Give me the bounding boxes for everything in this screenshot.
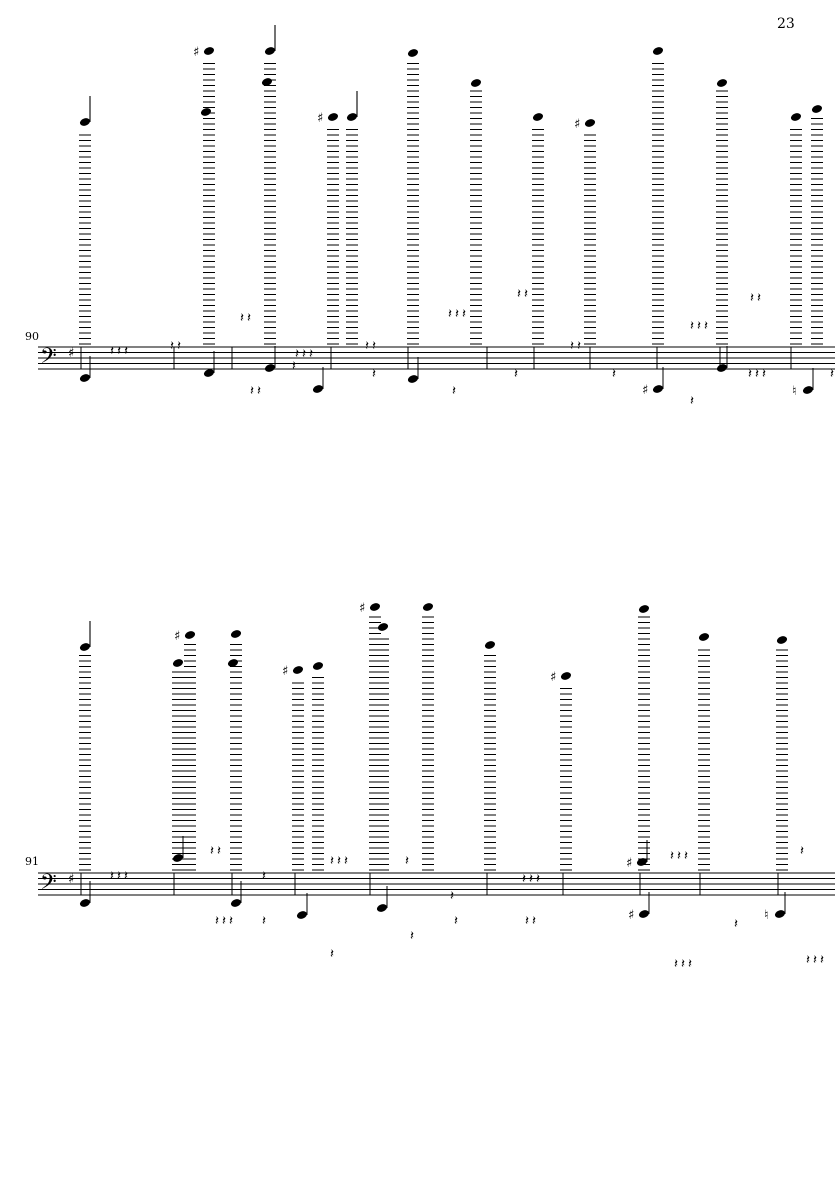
quarter-rest: 𝄽 [529, 872, 533, 887]
notehead [79, 117, 91, 127]
ledger-lines [264, 64, 276, 345]
rest-group [262, 869, 266, 884]
notehead [652, 384, 664, 394]
quarter-rest: 𝄽 [117, 869, 121, 884]
rest-group [110, 344, 128, 359]
quarter-rest: 𝄽 [734, 917, 738, 932]
note-column [193, 45, 215, 344]
notehead [79, 898, 91, 908]
page-number: 23 [777, 16, 795, 32]
notehead [79, 642, 91, 652]
quarter-rest: 𝄽 [262, 869, 266, 884]
ledger-lines [422, 617, 434, 870]
ledger-lines [407, 64, 419, 345]
note-column [346, 91, 358, 344]
quarter-rest: 𝄽 [450, 889, 454, 904]
sharp-icon: ♯ [642, 383, 649, 398]
notehead [79, 373, 91, 383]
bass-clef-icon: 𝄢 [40, 344, 57, 374]
ledger-lines [184, 645, 196, 871]
ledger-lines [811, 119, 823, 345]
staff-system-2 [38, 601, 835, 972]
quarter-rest: 𝄽 [755, 367, 759, 382]
notehead [327, 112, 339, 122]
quarter-rest: 𝄽 [365, 339, 369, 354]
note-column [550, 670, 572, 870]
note-column [79, 621, 91, 870]
notehead [184, 630, 196, 640]
notehead [292, 665, 304, 675]
notehead [407, 374, 419, 384]
quarter-rest: 𝄽 [330, 854, 334, 869]
notehead [584, 118, 596, 128]
note-column [317, 111, 339, 344]
ledger-lines [79, 656, 91, 871]
notehead [716, 78, 728, 88]
note-column [470, 78, 482, 344]
ledger-lines [484, 656, 496, 871]
note-column [652, 46, 664, 344]
note-column [172, 658, 184, 870]
notehead [377, 622, 389, 632]
note-column [574, 117, 596, 344]
notehead [652, 46, 664, 56]
ledger-lines [377, 639, 389, 870]
rest-group [522, 872, 540, 887]
quarter-rest: 𝄽 [750, 291, 754, 306]
notehead [203, 46, 215, 56]
note-column [312, 661, 324, 870]
notehead [230, 629, 242, 639]
staff [38, 347, 835, 369]
quarter-rest: 𝄽 [372, 339, 376, 354]
quarter-rest: 𝄽 [704, 319, 708, 334]
notehead [776, 635, 788, 645]
rest-group [750, 291, 761, 306]
rest-group [517, 287, 528, 302]
rest-group [262, 914, 266, 929]
rest-group [295, 347, 313, 362]
quarter-rest: 𝄽 [762, 367, 766, 382]
note-column [716, 78, 728, 344]
note-column [407, 48, 419, 344]
ledger-lines [698, 650, 710, 870]
rest-group [250, 384, 261, 399]
notehead [230, 898, 242, 908]
quarter-rest: 𝄽 [177, 339, 181, 354]
notehead [376, 903, 388, 913]
quarter-rest: 𝄽 [806, 953, 810, 968]
quarter-rest: 𝄽 [124, 344, 128, 359]
rest-group [612, 367, 616, 382]
quarter-rest: 𝄽 [330, 947, 334, 962]
sharp-icon: ♯ [574, 117, 581, 132]
rest-group [240, 311, 251, 326]
rest-group [454, 914, 458, 929]
quarter-rest: 𝄽 [250, 384, 254, 399]
ledger-lines [172, 672, 184, 870]
sharp-icon: ♯ [626, 856, 633, 871]
sharp-icon: ♯ [628, 908, 635, 923]
quarter-rest: 𝄽 [452, 384, 456, 399]
notehead [638, 604, 650, 614]
quarter-rest: 𝄽 [295, 347, 299, 362]
rest-group [292, 359, 296, 374]
note-column [282, 664, 304, 870]
rest-group [525, 914, 536, 929]
sharp-icon: ♯ [193, 45, 200, 60]
notehead [172, 658, 184, 668]
ledger-lines [532, 130, 544, 345]
notehead [346, 112, 358, 122]
notehead [422, 602, 434, 612]
quarter-rest: 𝄽 [257, 384, 261, 399]
notehead [407, 48, 419, 58]
key-signature-sharp: ♯ [68, 872, 75, 887]
key-signature-sharp: ♯ [68, 346, 75, 361]
quarter-rest: 𝄽 [688, 957, 692, 972]
quarter-rest: 𝄽 [830, 367, 834, 382]
quarter-rest: 𝄽 [210, 844, 214, 859]
quarter-rest: 𝄽 [372, 367, 376, 382]
rest-group [448, 307, 466, 322]
rest-group [690, 319, 708, 334]
ledger-lines [230, 645, 242, 871]
quarter-rest: 𝄽 [222, 914, 226, 929]
quarter-rest: 𝄽 [612, 367, 616, 382]
ledger-lines [312, 678, 324, 871]
notehead [312, 384, 324, 394]
quarter-rest: 𝄽 [757, 291, 761, 306]
notehead [264, 363, 276, 373]
measure-number-system-1: 90 [25, 330, 39, 343]
notehead [312, 661, 324, 671]
quarter-rest: 𝄽 [697, 319, 701, 334]
rest-group [806, 953, 824, 968]
quarter-rest: 𝄽 [405, 854, 409, 869]
rest-group [690, 394, 694, 409]
rest-group [674, 957, 692, 972]
ledger-lines [79, 135, 91, 344]
rest-group [734, 917, 738, 932]
quarter-rest: 𝄽 [240, 311, 244, 326]
notehead [484, 640, 496, 650]
quarter-rest: 𝄽 [292, 359, 296, 374]
bass-clef-icon: 𝄢 [40, 870, 57, 900]
notehead [774, 909, 786, 919]
quarter-rest: 𝄽 [690, 319, 694, 334]
rest-group [210, 844, 221, 859]
note-column [790, 112, 802, 344]
quarter-rest: 𝄽 [514, 367, 518, 382]
notehead [200, 107, 212, 117]
quarter-rest: 𝄽 [110, 869, 114, 884]
rest-group [330, 854, 348, 869]
quarter-rest: 𝄽 [522, 872, 526, 887]
quarter-rest: 𝄽 [455, 307, 459, 322]
quarter-rest: 𝄽 [525, 914, 529, 929]
ledger-lines [327, 130, 339, 345]
rest-group [372, 367, 376, 382]
quarter-rest: 𝄽 [813, 953, 817, 968]
ledger-lines [470, 91, 482, 344]
note-column [698, 632, 710, 870]
quarter-rest: 𝄽 [681, 957, 685, 972]
notehead [636, 857, 648, 867]
quarter-rest: 𝄽 [820, 953, 824, 968]
ledger-lines [203, 64, 215, 345]
sharp-icon: ♯ [174, 629, 181, 644]
quarter-rest: 𝄽 [247, 311, 251, 326]
rest-group [215, 914, 233, 929]
note-column [359, 601, 381, 870]
quarter-rest: 𝄽 [309, 347, 313, 362]
quarter-rest: 𝄽 [677, 849, 681, 864]
quarter-rest: 𝄽 [524, 287, 528, 302]
notehead [638, 909, 650, 919]
notehead [811, 104, 823, 114]
quarter-rest: 𝄽 [215, 914, 219, 929]
notehead [172, 853, 184, 863]
quarter-rest: 𝄽 [229, 914, 233, 929]
ledger-lines [584, 135, 596, 344]
rest-group [514, 367, 518, 382]
quarter-rest: 𝄽 [570, 339, 574, 354]
natural-icon: ♮ [792, 384, 797, 399]
ledger-lines [638, 617, 650, 870]
notehead [532, 112, 544, 122]
rest-group [670, 849, 688, 864]
quarter-rest: 𝄽 [800, 844, 804, 859]
note-column [484, 640, 496, 870]
ledger-lines [346, 130, 358, 345]
ledger-lines [776, 650, 788, 870]
sharp-icon: ♯ [317, 111, 324, 126]
note-column [227, 629, 242, 870]
note-column [811, 104, 823, 344]
ledger-lines [790, 130, 802, 345]
notehead [790, 112, 802, 122]
quarter-rest: 𝄽 [517, 287, 521, 302]
quarter-rest: 𝄽 [302, 347, 306, 362]
rest-group [330, 947, 334, 962]
notehead [296, 910, 308, 920]
ledger-lines [292, 683, 304, 870]
notehead [264, 46, 276, 56]
rest-group [110, 869, 128, 884]
rest-group [830, 367, 834, 382]
ledger-lines [652, 64, 664, 345]
quarter-rest: 𝄽 [536, 872, 540, 887]
note-column [532, 112, 544, 344]
staff-system-1 [38, 25, 835, 409]
quarter-rest: 𝄽 [690, 394, 694, 409]
notehead [716, 363, 728, 373]
rest-group [405, 854, 409, 869]
quarter-rest: 𝄽 [448, 307, 452, 322]
note-column [261, 25, 276, 344]
rest-group [452, 384, 456, 399]
notehead [369, 602, 381, 612]
rest-group [410, 929, 414, 944]
quarter-rest: 𝄽 [110, 344, 114, 359]
quarter-rest: 𝄽 [170, 339, 174, 354]
quarter-rest: 𝄽 [462, 307, 466, 322]
ledger-lines [716, 91, 728, 344]
notehead [802, 385, 814, 395]
ledger-lines [560, 689, 572, 871]
quarter-rest: 𝄽 [577, 339, 581, 354]
rest-group [800, 844, 804, 859]
quarter-rest: 𝄽 [124, 869, 128, 884]
note-column [776, 635, 788, 870]
notehead [470, 78, 482, 88]
quarter-rest: 𝄽 [117, 344, 121, 359]
notehead [698, 632, 710, 642]
sharp-icon: ♯ [359, 601, 366, 616]
quarter-rest: 𝄽 [748, 367, 752, 382]
quarter-rest: 𝄽 [344, 854, 348, 869]
staff [38, 873, 835, 895]
quarter-rest: 𝄽 [410, 929, 414, 944]
note-column [79, 96, 91, 344]
quarter-rest: 𝄽 [670, 849, 674, 864]
quarter-rest: 𝄽 [532, 914, 536, 929]
quarter-rest: 𝄽 [684, 849, 688, 864]
sharp-icon: ♯ [282, 664, 289, 679]
rest-group [450, 889, 454, 904]
natural-icon: ♮ [764, 908, 769, 923]
quarter-rest: 𝄽 [454, 914, 458, 929]
note-column [422, 602, 434, 870]
rest-group [748, 367, 766, 382]
quarter-rest: 𝄽 [674, 957, 678, 972]
quarter-rest: 𝄽 [217, 844, 221, 859]
quarter-rest: 𝄽 [337, 854, 341, 869]
measure-number-system-2: 91 [25, 855, 39, 868]
note-column [377, 622, 389, 870]
quarter-rest: 𝄽 [262, 914, 266, 929]
note-column [638, 604, 650, 870]
notehead [560, 671, 572, 681]
sharp-icon: ♯ [550, 670, 557, 685]
